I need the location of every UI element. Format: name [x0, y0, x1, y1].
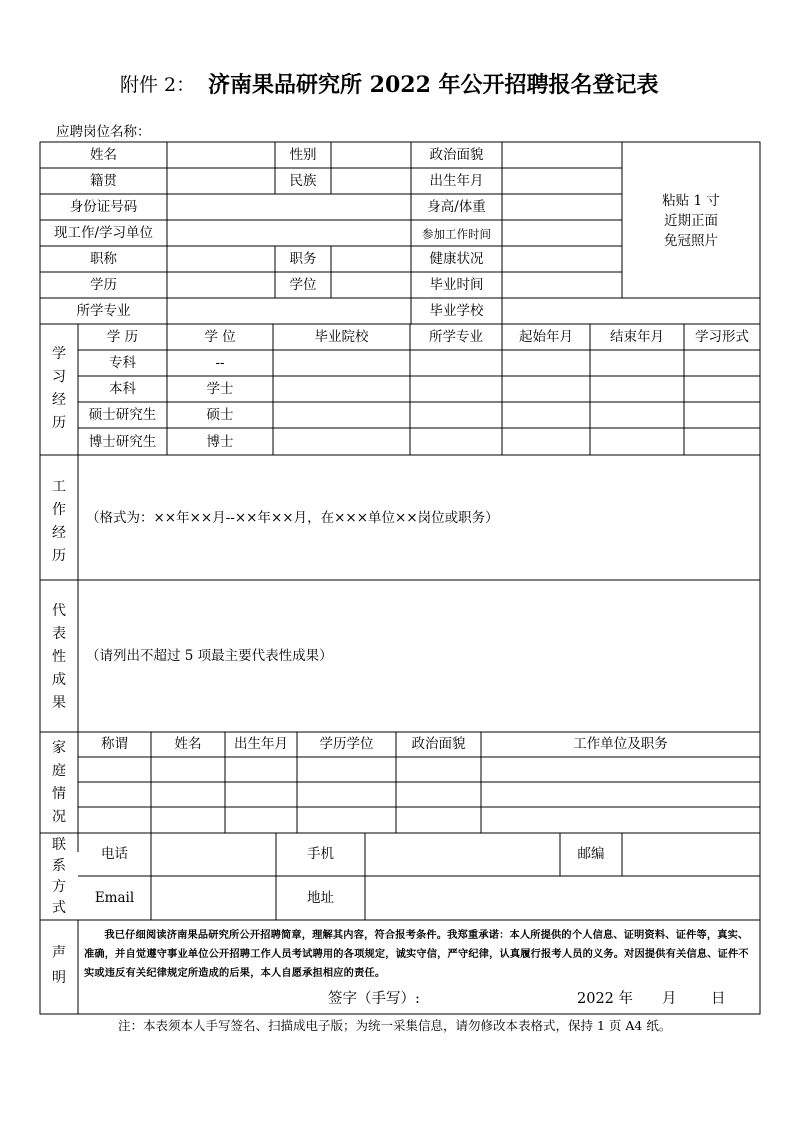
form-title: 济南果品研究所 2022 年公开招聘报名登记表 [208, 72, 659, 98]
study-header-end: 结束年月 [610, 329, 664, 345]
work-hint[interactable]: （格式为：××年××月--××年××月，在×××单位××岗位或职务） [86, 510, 499, 526]
label-work-unit: 现工作/学习单位 [53, 225, 154, 241]
study-header-school: 毕业院校 [314, 329, 369, 345]
attachment-label: 附件 2： [120, 74, 196, 96]
label-school: 毕业学校 [429, 303, 484, 319]
label-height-weight: 身高/体重 [427, 199, 486, 215]
footer-note: 注：本表须本人手写签名、扫描成电子版；为统一采集信息，请勿修改本表格式，保持 1 页 A4 纸。 [118, 1018, 672, 1033]
study-row-level: 本科 [109, 381, 136, 397]
study-header-level: 学 历 [106, 329, 139, 345]
label-postcode: 邮编 [577, 846, 605, 862]
study-row-level: 硕士研究生 [88, 407, 157, 423]
signature-month: 月 [662, 991, 677, 1007]
family-header-education: 学历学位 [319, 736, 374, 752]
family-header-work: 工作单位及职务 [573, 736, 668, 752]
label-phone: 电话 [101, 846, 128, 862]
label-political: 政治面貌 [429, 147, 484, 163]
label-major: 所学专业 [76, 303, 131, 319]
position-applied-label[interactable]: 应聘岗位名称： [56, 124, 151, 140]
family-header-birth: 出生年月 [234, 736, 288, 752]
family-header-name: 姓名 [174, 736, 202, 752]
study-row-level: 博士研究生 [88, 434, 157, 450]
label-address: 地址 [307, 890, 334, 906]
family-header-political: 政治面貌 [411, 736, 466, 752]
study-header-start: 起始年月 [519, 329, 573, 345]
declaration-text: 我已仔细阅读济南果品研究所公开招聘简章，理解其内容，符合报考条件。我郑重承诺：本人所提供的个人信息、证明资料、证件等，真实、准确，并自觉遵守事业单位公开招聘工作人员考试聘用的各项规定，诚实守信，严守纪律，认真履行报考人员的义务。对因提供有关信息、证件不实或违反有关纪律规定所造成的后果，本人自愿承担相应的责任。 [84, 929, 749, 979]
study-header-degree: 学 位 [204, 329, 236, 345]
label-title: 职称 [90, 251, 117, 267]
label-birth: 出生年月 [429, 173, 484, 189]
study-row-level: 专科 [109, 355, 136, 371]
signature-label[interactable]: 签字（手写）: [328, 991, 420, 1007]
photo-hint-3: 免冠照片 [664, 233, 718, 249]
label-education: 学历 [90, 277, 117, 293]
label-health: 健康状况 [429, 251, 484, 267]
photo-hint-2: 近期正面 [664, 213, 718, 229]
label-degree: 学位 [289, 277, 317, 293]
family-header-relation: 称谓 [101, 736, 128, 752]
signature-day: 日 [711, 991, 726, 1007]
study-header-major: 所学专业 [429, 329, 483, 345]
label-work-start: 参加工作时间 [422, 227, 491, 241]
label-name: 姓名 [90, 147, 117, 163]
study-row-degree: 学士 [206, 381, 234, 397]
label-email: Email [94, 890, 135, 906]
photo-hint-1: 粘贴 1 寸 [662, 193, 720, 209]
label-mobile: 手机 [307, 846, 334, 862]
label-duty: 职务 [289, 251, 317, 267]
signature-year: 2022 年 [577, 991, 634, 1007]
label-grad-time: 毕业时间 [429, 277, 484, 293]
label-gender: 性别 [289, 147, 317, 163]
achievements-hint[interactable]: （请列出不超过 5 项最主要代表性成果） [86, 648, 333, 664]
study-row-degree: 博士 [206, 434, 234, 450]
study-row-degree: -- [215, 355, 225, 371]
study-header-form: 学习形式 [695, 329, 749, 345]
study-row-degree: 硕士 [206, 407, 234, 423]
label-id-number: 身份证号码 [69, 199, 138, 215]
label-ethnicity: 民族 [289, 173, 317, 189]
label-origin: 籍贯 [90, 173, 117, 189]
